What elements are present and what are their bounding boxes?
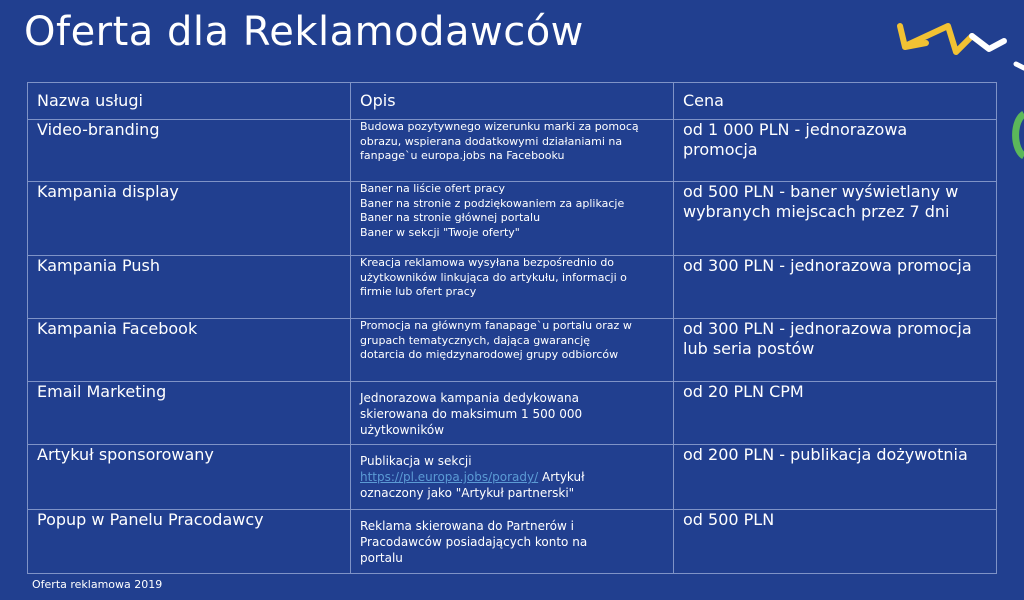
description-line: fanpage`u europa.jobs na Facebooku (360, 149, 565, 162)
page-title: Oferta dla Reklamodawców (24, 9, 584, 55)
table-row (28, 445, 997, 510)
description-line: dotarcia do międzynarodowej grupy odbiorców (360, 348, 619, 361)
green-circle-decoration (1016, 114, 1024, 156)
description-line: użytkowników linkująca do artykułu, informacji o (360, 270, 627, 284)
description-line: oznaczony jako "Artykuł partnerski" (360, 486, 575, 500)
service-description (351, 445, 674, 510)
description-line: Baner na stronie głównej portalu (360, 211, 541, 224)
description-line (360, 469, 665, 485)
description-line: portalu (360, 551, 403, 565)
price-line: od 1 000 PLN - jednorazowa (683, 120, 908, 139)
offer-table (27, 82, 997, 574)
description-line: Jednorazowa kampania dedykowana (360, 391, 579, 405)
service-description (351, 382, 674, 445)
service-price (674, 256, 997, 319)
table-header-row (28, 83, 997, 120)
description-line: skierowana do maksimum 1 500 000 (360, 407, 583, 421)
description-line: Baner na stronie z podziękowaniem za aplikacje (360, 196, 625, 210)
service-description (351, 510, 674, 574)
service-price (674, 319, 997, 382)
table-row (28, 319, 997, 382)
service-description (351, 120, 674, 182)
price-line: od 300 PLN - jednorazowa promocja (683, 256, 972, 275)
service-price (674, 182, 997, 256)
column-header-description: Opis (351, 83, 674, 120)
service-description (351, 256, 674, 319)
column-header-service: Nazwa usługi (28, 83, 351, 120)
description-text: Artykuł (538, 470, 585, 484)
service-name: Kampania display (28, 182, 351, 256)
table-row (28, 382, 997, 445)
column-header-price: Cena (674, 83, 997, 120)
price-line: wybranych miejscach przez 7 dni (683, 202, 950, 221)
price-line: od 20 PLN CPM (683, 382, 804, 401)
table-row (28, 256, 997, 319)
description-line: obrazu, wspierana dodatkowymi działaniami na (360, 134, 623, 148)
table-row (28, 120, 997, 182)
price-line: od 200 PLN - publikacja dożywotnia (683, 445, 968, 464)
service-description (351, 319, 674, 382)
description-line: Reklama skierowana do Partnerów i (360, 519, 574, 533)
service-name: Email Marketing (28, 382, 351, 445)
price-line: lub seria postów (683, 339, 815, 358)
table-row (28, 182, 997, 256)
service-price (674, 120, 997, 182)
service-name: Popup w Panelu Pracodawcy (28, 510, 351, 574)
price-line: promocja (683, 140, 758, 159)
description-line: firmie lub ofert pracy (360, 285, 477, 298)
description-line: Kreacja reklamowa wysyłana bezpośrednio do (360, 256, 615, 269)
arrow-zigzag-icon (900, 26, 1024, 68)
price-line: od 500 PLN - baner wyświetlany w (683, 182, 959, 201)
porady-link[interactable]: https://pl.europa.jobs/porady/ (360, 470, 539, 484)
price-line: od 500 PLN (683, 510, 775, 529)
service-price (674, 382, 997, 445)
description-line: Budowa pozytywnego wizerunku marki za pomocą (360, 120, 639, 133)
description-line: Pracodawców posiadających konto na (360, 535, 588, 549)
description-line: Promocja na głównym fanapage`u portalu oraz w (360, 319, 632, 332)
service-name: Kampania Push (28, 256, 351, 319)
service-name: Kampania Facebook (28, 319, 351, 382)
service-price (674, 445, 997, 510)
description-line: Baner na liście ofert pracy (360, 182, 505, 195)
price-line: od 300 PLN - jednorazowa promocja (683, 319, 972, 338)
table-row (28, 510, 997, 574)
service-description (351, 182, 674, 256)
service-price (674, 510, 997, 574)
footer-note: Oferta reklamowa 2019 (32, 578, 163, 591)
service-name: Artykuł sponsorowany (28, 445, 351, 510)
description-line: Publikacja w sekcji (360, 454, 472, 468)
description-line: Baner w sekcji "Twoje oferty" (360, 225, 520, 239)
description-line: grupach tematycznych, dająca gwarancję (360, 333, 591, 347)
service-name: Video-branding (28, 120, 351, 182)
description-line: użytkowników (360, 423, 445, 437)
